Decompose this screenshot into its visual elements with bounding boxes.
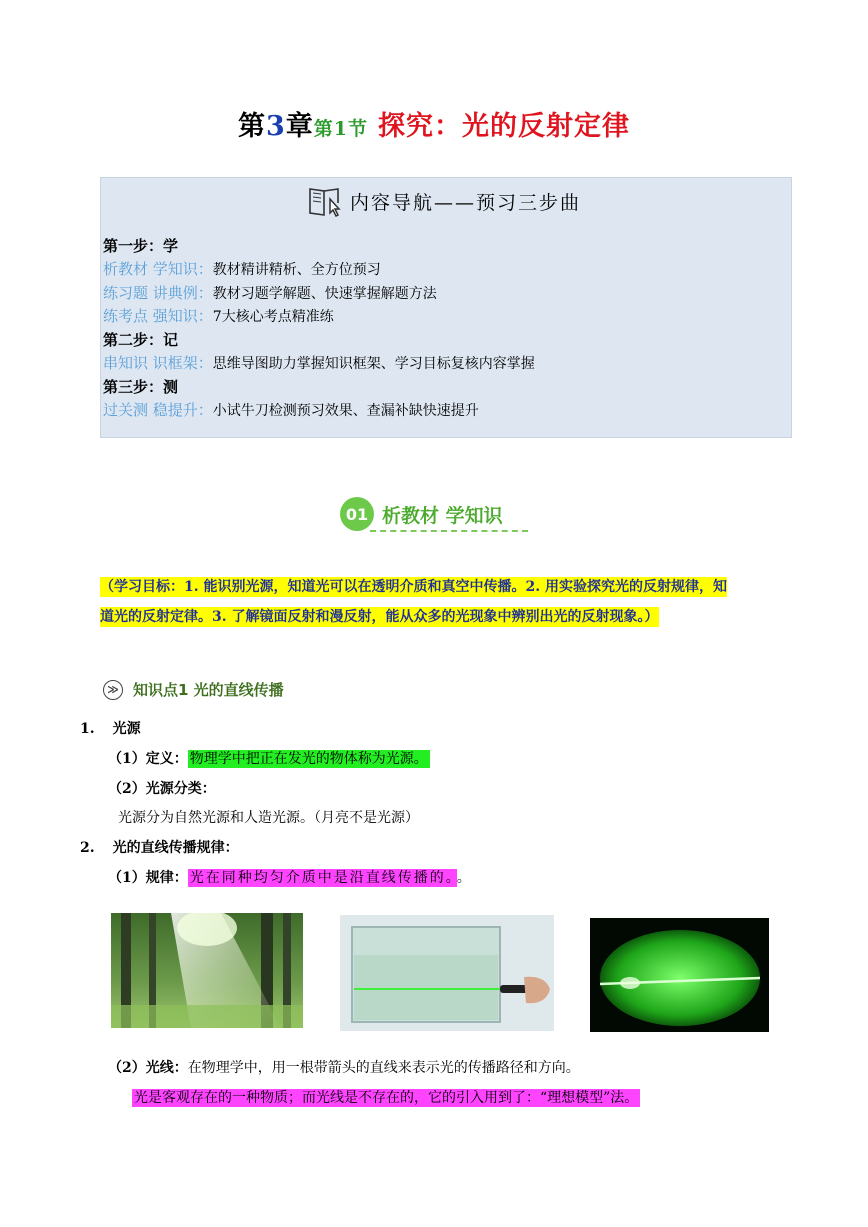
item-2: 2. 光的直线传播规律：: [80, 840, 239, 856]
step-3: 第三步：测: [103, 377, 179, 396]
main-title: 探究：光的反射定律: [378, 111, 631, 142]
nav-row-4: 串知识 识框架：思维导图助力掌握知识框架、学习目标复核内容掌握: [103, 353, 535, 372]
book-pointer-icon: [306, 181, 346, 221]
badge-underline: [370, 530, 528, 532]
note-line: [132, 1087, 640, 1107]
nav-row-2: 练习题 讲典例：教材习题学解题、快速掌握解题方法: [103, 283, 437, 302]
nav-lines: [103, 235, 535, 422]
rule-highlight: 光在同种均匀介质中是沿直线传播的。: [189, 870, 455, 886]
chevron-right-icon: ≫: [103, 680, 123, 700]
nav-row-3: 练考点 强知识：7大核心考点精准练: [103, 307, 334, 326]
laser-jelly-image: [590, 918, 769, 1032]
badge-text: 析教材 学知识: [382, 504, 503, 527]
badge-number: 01: [340, 497, 374, 531]
step-2: 第二步：记: [103, 331, 179, 350]
nav-row-5: 过关测 稳提升：小试牛刀检测预习效果、查漏补缺快速提升: [103, 400, 479, 419]
definition-line: （1）定义： 物理学中把正在发光的物体称为光源。: [108, 751, 428, 767]
nav-heading: [306, 178, 581, 224]
chapter-number: 3: [265, 111, 286, 142]
content-navigation-box: [100, 177, 792, 438]
knowledge-point-label: 知识点1 光的直线传播: [133, 681, 284, 699]
nav-row-1: 析教材 学知识：教材精讲精析、全方位预习: [103, 259, 381, 278]
classification-text: 光源分为自然光源和人造光源。（月亮不是光源）: [118, 810, 419, 826]
laser-tank-image: [340, 915, 554, 1031]
page-title: [0, 104, 868, 143]
knowledge-point-heading: [103, 679, 284, 700]
item-1: 1. 光源: [80, 721, 141, 737]
section-label: 第1节: [313, 118, 369, 140]
step-1: 第一步：学: [103, 237, 179, 255]
goal-line-2: 道光的反射定律。3. 了解镜面反射和漫反射，能从众多的光现象中辨别出光的反射现象。）: [100, 609, 659, 625]
rule-line: （1）规律： 光在同种均匀介质中是沿直线传播的。 。: [108, 870, 471, 886]
forest-light-image: [111, 913, 303, 1028]
classification-label: （2）光源分类：: [108, 781, 216, 797]
goal-line-1: （学习目标：1. 能识别光源，知道光可以在透明介质和真空中传播。2. 用实验探究光的反射规律，知: [100, 579, 727, 595]
chapter-suffix: 章: [285, 111, 314, 142]
nav-heading-text: 内容导航——预习三步曲: [350, 191, 582, 214]
section-badge: [340, 497, 503, 531]
chapter-prefix: 第: [237, 111, 266, 142]
learning-goals: [100, 572, 794, 632]
definition-highlight: 物理学中把正在发光的物体称为光源。: [189, 751, 428, 767]
note-highlight: 光是客观存在的一种物质；而光线是不存在的，它的引入用到了：“理想模型”法。: [134, 1090, 639, 1106]
ray-line: （2）光线：在物理学中，用一根带箭头的直线来表示光的传播路径和方向。: [108, 1060, 580, 1076]
